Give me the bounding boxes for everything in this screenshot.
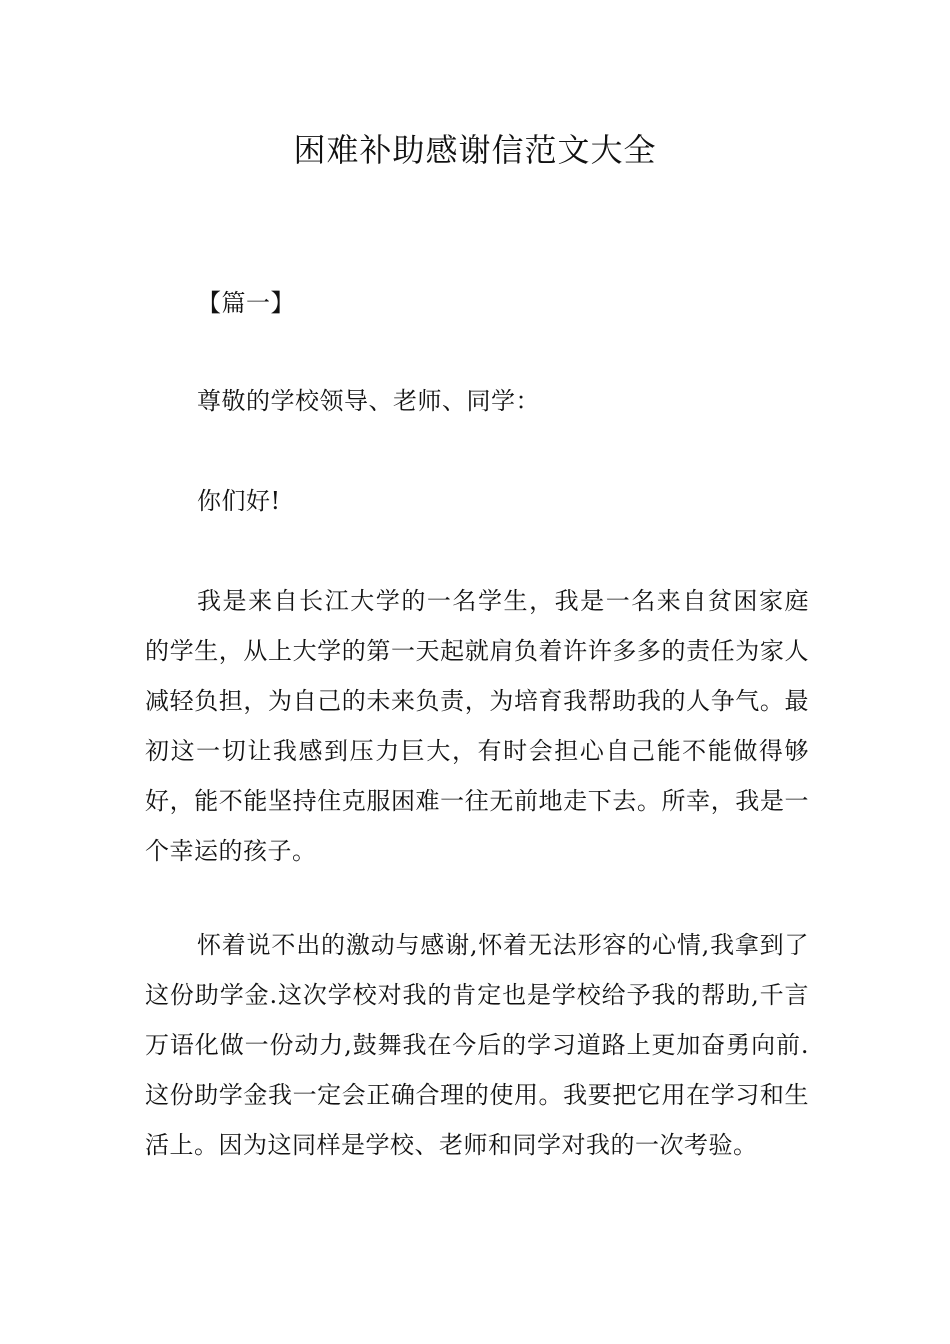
salutation: 尊敬的学校领导、老师、同学： — [197, 387, 540, 415]
body-paragraph-1: 我是来自长江大学的一名学生，我是一名来自贫困家庭的学生，从上大学的第一天起就肩负着许许多多的责任为家人减轻负担，为自己的未来负责，为培育我帮助我的人争气。最初这一切让我感到压力巨大，有时会担心自己能不能做得够好，能不能坚持住克服困难一往无前地走下去。所幸，我是一个幸运的孩子。 — [145, 587, 809, 865]
section-label: 【篇一】 — [197, 289, 295, 317]
document-title: 困难补助感谢信范文大全 — [293, 131, 657, 169]
greeting: 你们好! — [197, 487, 281, 515]
body-paragraph-2: 怀着说不出的激动与感谢,怀着无法形容的心情,我拿到了这份助学金.这次学校对我的肯定也是学校给予我的帮助,千言万语化做一份动力,鼓舞我在今后的学习道路上更加奋勇向前.这份助学金我一定会正确合理的使用。我要把它用在学习和生活上。因为这同样是学校、老师和同学对我的一次考验。 — [145, 931, 809, 1159]
